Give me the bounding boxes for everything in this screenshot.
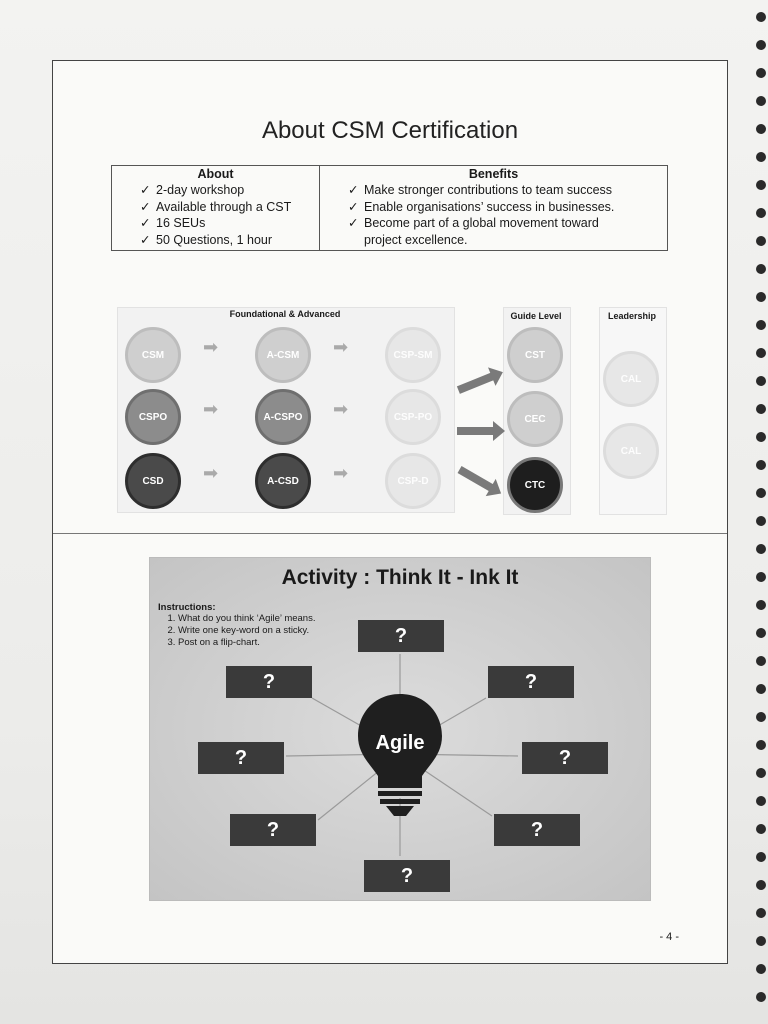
sticky-placeholder: ? — [230, 814, 316, 846]
sticky-placeholder: ? — [522, 742, 608, 774]
binding-ring — [756, 516, 766, 526]
cst-badge: CST — [507, 327, 563, 383]
binding-ring — [756, 600, 766, 610]
csp-d-badge: CSP-D — [385, 453, 441, 509]
binding-ring — [756, 824, 766, 834]
info-table — [111, 165, 668, 251]
binding-ring — [756, 768, 766, 778]
binding-ring — [756, 572, 766, 582]
leadership-label: Leadership — [607, 311, 656, 321]
benefits-heading: Benefits — [468, 167, 519, 181]
certification-badges — [117, 307, 697, 517]
benefit-item: ✓ Enable organisations’ success in businesses. — [348, 199, 615, 214]
binding-ring — [756, 908, 766, 918]
check-icon: ✓ — [348, 216, 359, 230]
instructions-heading: Instructions: — [158, 602, 216, 613]
binding-ring — [756, 152, 766, 162]
check-icon: ✓ — [140, 216, 151, 230]
activity-slide — [149, 557, 651, 901]
a-csm-badge: A-CSM — [255, 327, 311, 383]
binding-ring — [756, 348, 766, 358]
arrow-right-icon: ➡ — [333, 337, 349, 357]
benefits-column — [320, 166, 667, 250]
binding-ring — [756, 852, 766, 862]
page-number: - 4 - — [659, 931, 679, 943]
sticky-placeholder: ? — [226, 666, 312, 698]
binding-ring — [756, 544, 766, 554]
about-item: ✓ 50 Questions, 1 hour — [140, 232, 273, 247]
binding-ring — [756, 376, 766, 386]
about-item: ✓ Available through a CST — [140, 199, 292, 214]
arrow-right-icon: ➡ — [333, 399, 349, 419]
check-icon: ✓ — [348, 199, 359, 214]
binding-ring — [756, 992, 766, 1002]
instruction-step: 2. Write one key-word on a sticky. — [178, 625, 315, 637]
binding-ring — [756, 936, 766, 946]
binding-ring — [756, 628, 766, 638]
about-item: ✓ 2-day workshop — [140, 183, 245, 197]
binding-ring — [756, 796, 766, 806]
check-icon: ✓ — [348, 183, 359, 197]
binding-ring — [756, 460, 766, 470]
csd-badge: CSD — [125, 453, 181, 509]
sticky-placeholder: ? — [198, 742, 284, 774]
arrow-up-right-icon — [457, 372, 495, 394]
page-title: About CSM Certification — [261, 117, 519, 144]
arrow-right-icon: ➡ — [203, 337, 219, 357]
about-heading: About — [197, 167, 234, 181]
binding-ring — [756, 208, 766, 218]
cal-badge: CAL — [603, 423, 659, 479]
check-icon: ✓ — [140, 183, 151, 197]
guide-label: Guide Level — [510, 311, 562, 321]
arrow-right-icon — [457, 427, 495, 435]
document-page — [52, 60, 728, 964]
binding-ring — [756, 96, 766, 106]
about-column — [112, 166, 320, 250]
instruction-step: 1. What do you think ‘Agile’ means. — [178, 613, 315, 625]
sticky-placeholder: ? — [358, 620, 444, 652]
binding-ring — [756, 684, 766, 694]
binding-ring — [756, 236, 766, 246]
binding-ring — [756, 656, 766, 666]
binding-ring — [756, 740, 766, 750]
binding-ring — [756, 880, 766, 890]
binding-ring — [756, 488, 766, 498]
binding-ring — [756, 964, 766, 974]
check-icon: ✓ — [140, 232, 151, 247]
csp-sm-badge: CSP-SM — [385, 327, 441, 383]
arrow-down-right-icon — [458, 466, 495, 492]
leadership-panel — [599, 307, 667, 515]
instruction-step: 3. Post on a flip-chart. — [178, 637, 315, 649]
binding-ring — [756, 432, 766, 442]
foundational-label: Foundational & Advanced — [229, 309, 341, 319]
binding-ring — [756, 404, 766, 414]
a-cspo-badge: A-CSPO — [255, 389, 311, 445]
sticky-placeholder: ? — [364, 860, 450, 892]
arrow-right-icon: ➡ — [203, 463, 219, 483]
a-csd-badge: A-CSD — [255, 453, 311, 509]
check-icon: ✓ — [140, 199, 151, 214]
slide-title: Activity : Think It - Ink It — [281, 566, 519, 589]
benefit-item: ✓ Make stronger contributions to team success — [348, 183, 613, 197]
benefit-item: ✓ Become part of a global movement toward — [348, 216, 599, 230]
binding-ring — [756, 264, 766, 274]
lightbulb-icon — [356, 692, 444, 818]
binding-ring — [756, 124, 766, 134]
spiral-binding — [754, 0, 768, 1024]
cal-badge: CAL — [603, 351, 659, 407]
binding-ring — [756, 68, 766, 78]
cspo-badge: CSPO — [125, 389, 181, 445]
ctc-badge: CTC — [507, 457, 563, 513]
benefit-item-continued: project excellence. — [364, 232, 468, 247]
binding-ring — [756, 320, 766, 330]
cec-badge: CEC — [507, 391, 563, 447]
csp-po-badge: CSP-PO — [385, 389, 441, 445]
binding-ring — [756, 180, 766, 190]
binding-ring — [756, 40, 766, 50]
sticky-placeholder: ? — [488, 666, 574, 698]
sticky-placeholder: ? — [494, 814, 580, 846]
arrow-right-icon: ➡ — [333, 463, 349, 483]
csm-badge: CSM — [125, 327, 181, 383]
binding-ring — [756, 712, 766, 722]
about-item: ✓ 16 SEUs — [140, 216, 206, 230]
section-divider — [53, 533, 727, 534]
binding-ring — [756, 12, 766, 22]
binding-ring — [756, 292, 766, 302]
arrow-right-icon: ➡ — [203, 399, 219, 419]
center-label: Agile — [375, 732, 425, 754]
